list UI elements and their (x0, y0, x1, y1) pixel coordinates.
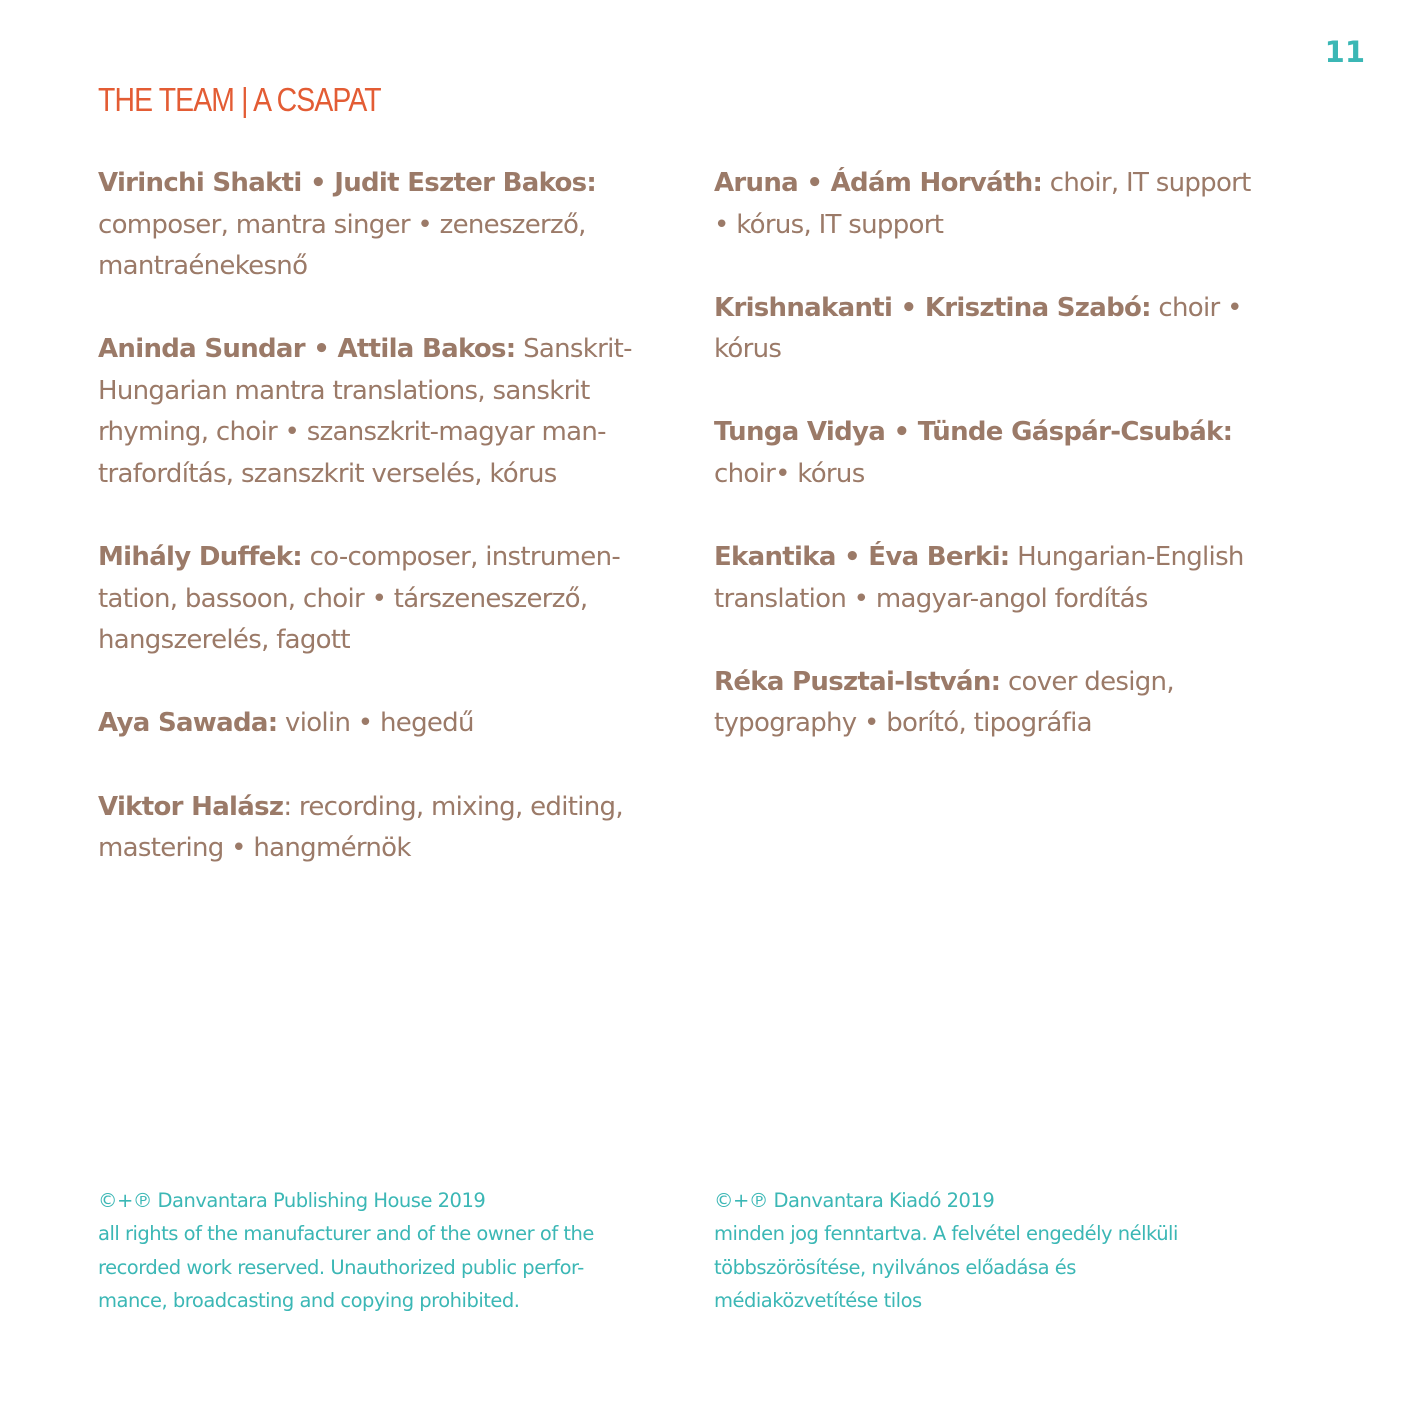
entry-line (714, 662, 1314, 704)
copyright-line: ©+℗ Danvantara Kiadó 2019 (714, 1189, 995, 1212)
copyright-notice-english (98, 1184, 594, 1318)
team-column-right (714, 163, 1314, 786)
team-entry (98, 787, 678, 870)
member-name: Tunga Vidya • Tünde Gáspár-Csubák: (714, 417, 1233, 448)
page-number: 11 (1324, 35, 1365, 69)
entry-line (98, 787, 678, 829)
member-role: : recording, mixing, editing, (283, 791, 623, 822)
entry-line (714, 163, 1314, 205)
team-entry (714, 412, 1314, 495)
member-role: rhyming, choir • szanszkrit-magyar man- (98, 417, 606, 448)
team-entry (714, 537, 1314, 620)
member-role: mastering • hangmérnök (98, 833, 411, 864)
team-entry (714, 163, 1314, 246)
member-role: • kórus, IT support (714, 209, 944, 240)
member-role: tation, bassoon, choir • társzeneszerző, (98, 583, 588, 614)
entry-line (98, 703, 678, 745)
entry-line (714, 412, 1314, 454)
member-role: choir, IT support (1042, 168, 1251, 198)
page-title: THE TEAM | A CSAPAT (98, 81, 381, 118)
copyright-notice-hungarian (714, 1184, 1178, 1318)
member-name: Viktor Halász (98, 791, 284, 822)
member-role: Hungarian-English (1009, 542, 1244, 573)
member-name: Ekantika • Éva Berki: (714, 542, 1010, 573)
entry-line (714, 537, 1314, 579)
member-name: Aruna • Ádám Horváth: (714, 168, 1043, 198)
team-entry (714, 662, 1314, 745)
member-name: Aya Sawada: (98, 708, 278, 739)
member-role: typography • borító, tipográfia (714, 708, 1092, 739)
member-role: choir • (1150, 292, 1242, 323)
entry-line (714, 288, 1314, 330)
member-role: trafordítás, szanszkrit verselés, kórus (98, 459, 557, 490)
member-role: translation • magyar-angol fordítás (714, 583, 1148, 614)
member-name: Virinchi Shakti • Judit Eszter Bakos: (98, 168, 597, 198)
rights-line: többszörösítése, nyilvános előadása és (714, 1255, 1076, 1279)
member-role: hangszerelés, fagott (98, 625, 350, 656)
member-role: mantraénekesnő (98, 251, 308, 282)
member-name: Krishnakanti • Krisztina Szabó: (714, 292, 1151, 323)
rights-line: minden jog fenntartva. A felvétel engedély nélküli (714, 1222, 1178, 1246)
team-entry (98, 703, 678, 745)
rights-line: mance, broadcasting and copying prohibited. (98, 1289, 520, 1313)
entry-line (98, 329, 678, 371)
team-entry (98, 537, 678, 662)
member-role: choir• kórus (714, 458, 865, 489)
entry-line (98, 163, 678, 205)
member-role: Hungarian mantra translations, sanskrit (98, 375, 590, 406)
member-name: Aninda Sundar • Attila Bakos: (98, 334, 516, 365)
member-role: co-composer, instrumen- (302, 542, 621, 573)
team-entry (98, 329, 678, 495)
rights-line: médiaközvetítése tilos (714, 1289, 922, 1313)
member-role: kórus (714, 334, 782, 365)
rights-line: all rights of the manufacturer and of the owner of the (98, 1222, 594, 1246)
rights-line: recorded work reserved. Unauthorized public perfor- (98, 1255, 584, 1279)
copyright-line: ©+℗ Danvantara Publishing House 2019 (98, 1189, 486, 1212)
member-role: Sanskrit- (515, 334, 632, 365)
team-column-left (98, 163, 678, 911)
member-role: violin • hegedű (277, 708, 474, 739)
member-role: composer, mantra singer • zeneszerző, (98, 209, 586, 240)
team-entry (714, 288, 1314, 371)
member-role: cover design, (1000, 666, 1174, 697)
member-name: Mihály Duffek: (98, 542, 302, 573)
team-entry (98, 163, 678, 288)
member-name: Réka Pusztai-István: (714, 666, 1001, 697)
entry-line (98, 537, 678, 579)
